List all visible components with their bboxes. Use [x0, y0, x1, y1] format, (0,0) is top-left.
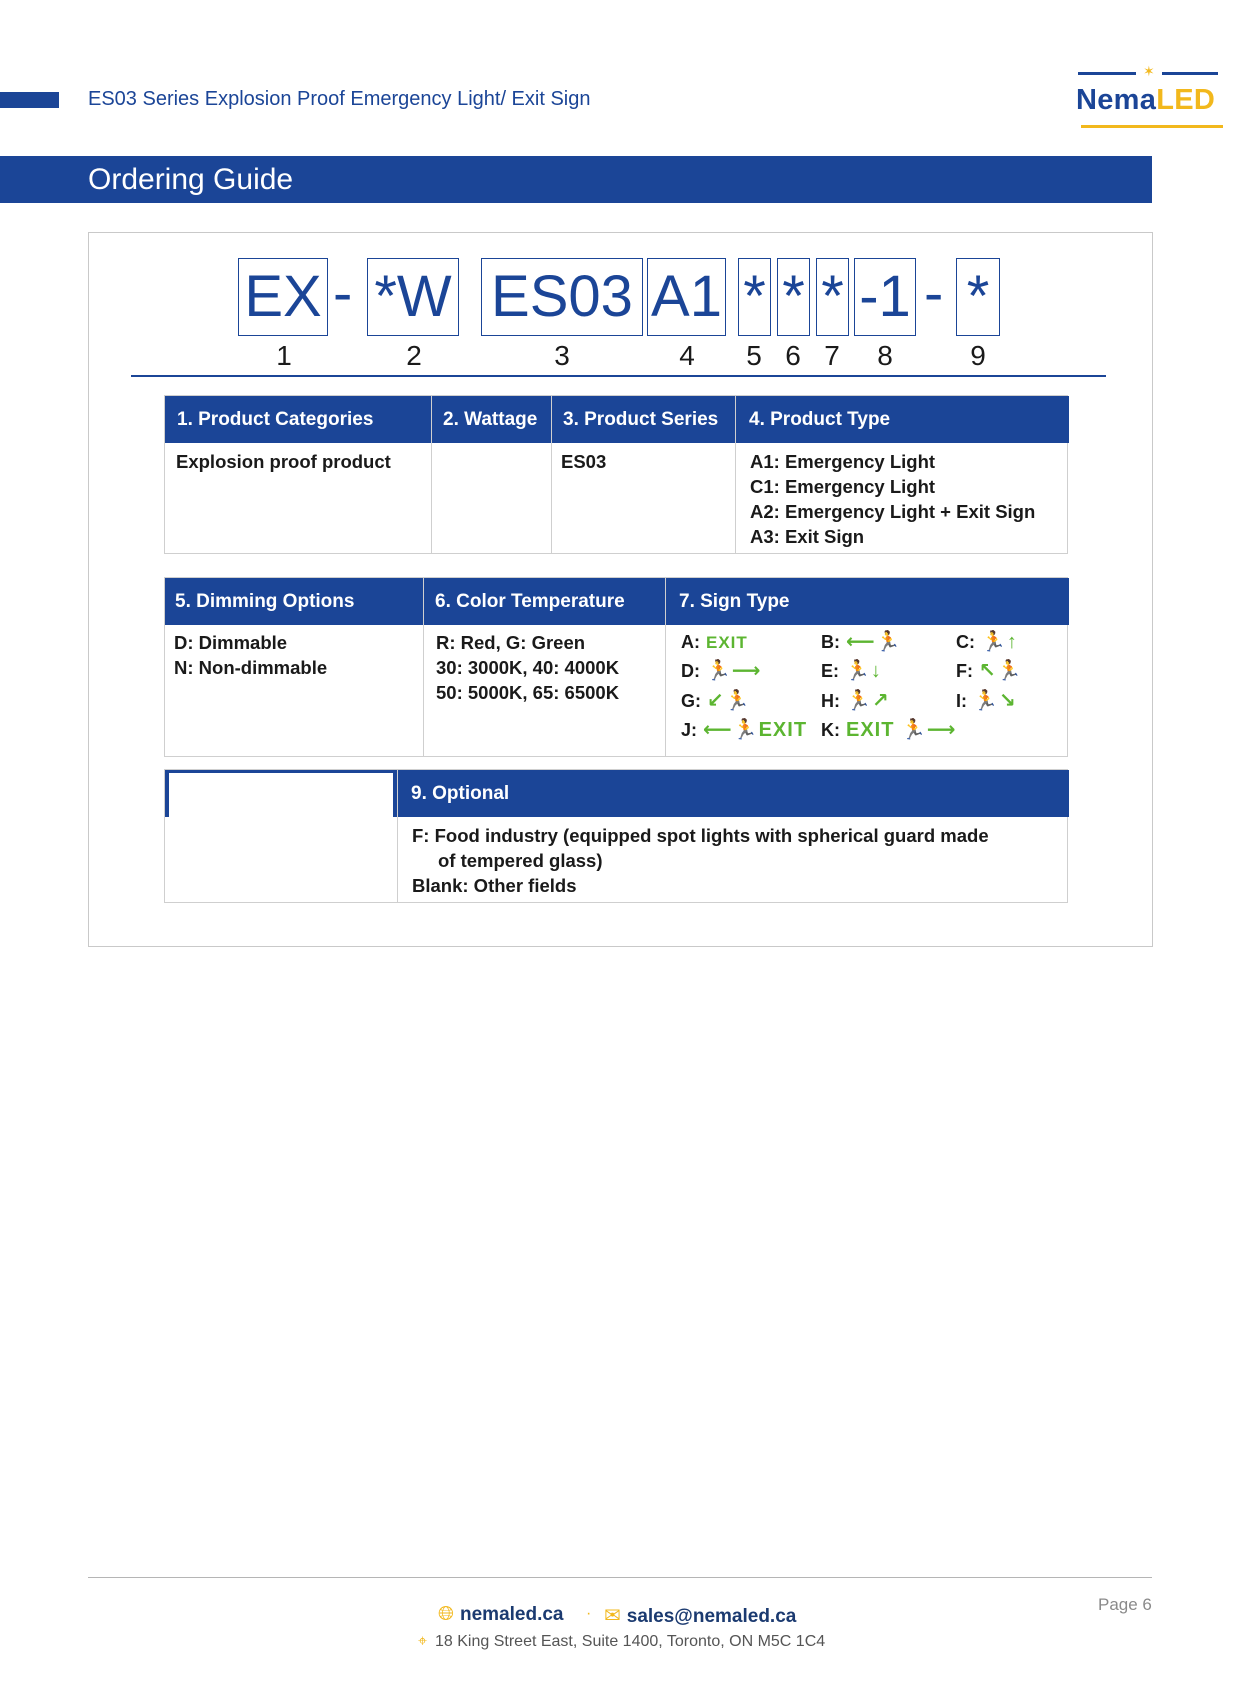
sign-label: F:: [956, 661, 973, 681]
sign-type-d: [681, 659, 762, 683]
sign-type-b: [821, 630, 902, 654]
globe-icon: 🌐︎: [438, 1603, 454, 1625]
cell-product-series: ES03: [561, 451, 607, 472]
sign-label: E:: [821, 661, 839, 681]
sign-label: J:: [681, 720, 698, 740]
code-position-6: 6: [785, 340, 801, 371]
code-position-9: 9: [970, 340, 986, 371]
cell-product-category: Explosion proof product: [176, 451, 391, 472]
code-box-6: *: [777, 258, 810, 336]
logo-line-right: [1162, 72, 1218, 75]
footer-divider: [88, 1577, 1152, 1578]
column-divider: [551, 396, 552, 553]
code-box-3: ES03: [481, 258, 643, 336]
cell-dimming-option: N: Non-dimmable: [174, 657, 328, 678]
cell-color-temperature: R: Red, G: Green: [436, 632, 586, 653]
maple-leaf-icon: ✶: [1143, 63, 1155, 79]
exit-up-left-arrow-icon: ↖🏃: [979, 660, 1023, 682]
sign-type-i: [956, 689, 1017, 713]
header-product-series: 3. Product Series: [563, 409, 719, 430]
code-box-1: EX: [238, 258, 328, 336]
logo-line-left: [1078, 72, 1136, 75]
options-table: [164, 577, 1068, 757]
address: [418, 1633, 825, 1651]
sign-type-k: [821, 718, 957, 742]
code-position-4: 4: [679, 340, 695, 371]
code-position-3: 3: [554, 340, 570, 371]
code-separator: -: [924, 261, 944, 326]
column-divider: [735, 396, 736, 553]
sign-type-g: [681, 689, 751, 713]
header-stub-edge: [165, 770, 169, 817]
header-color-temperature: 6. Color Temperature: [435, 591, 625, 612]
sign-type-h: [821, 689, 890, 713]
code-position-7: 7: [824, 340, 840, 371]
logo-underline: [1081, 125, 1223, 128]
sign-type-c: [956, 630, 1018, 654]
logo-led: LED: [1156, 84, 1216, 116]
section-title: Ordering Guide: [88, 163, 294, 196]
cell-color-temperature: 50: 5000K, 65: 6500K: [436, 682, 620, 703]
optional-table: [164, 769, 1068, 903]
page-number: Page 6: [1098, 1595, 1152, 1614]
code-position-8: 8: [877, 340, 893, 371]
exit-up-right-arrow-icon: 🏃↗: [846, 690, 890, 712]
website-text[interactable]: nemaled.ca: [460, 1604, 564, 1625]
sign-label: G:: [681, 691, 701, 711]
column-divider: [397, 770, 398, 902]
sign-type-f: [956, 659, 1023, 683]
exit-sign-icon: EXIT: [706, 633, 748, 652]
email-link[interactable]: [604, 1603, 796, 1628]
code-underline: [131, 375, 1106, 377]
header-optional: 9. Optional: [397, 770, 1069, 817]
header-dimming-options: 5. Dimming Options: [175, 591, 355, 612]
column-divider: [665, 578, 666, 756]
header-sign-type: 7. Sign Type: [679, 591, 790, 612]
exit-down-left-arrow-icon: ↙🏃: [707, 690, 751, 712]
header-stub-top: [165, 770, 397, 773]
nemaled-logo: [1070, 62, 1220, 132]
code-position-1: 1: [276, 340, 292, 371]
header-product-type: 4. Product Type: [749, 409, 891, 430]
footer-separator: ·: [586, 1605, 592, 1622]
code-box-8: -1: [854, 258, 916, 336]
code-box-4: A1: [647, 258, 726, 336]
sign-label: D:: [681, 661, 700, 681]
cell-optional: of tempered glass): [438, 850, 603, 871]
sign-label: C:: [956, 632, 975, 652]
product-table: [164, 395, 1068, 554]
cell-product-type: A1: Emergency Light: [750, 451, 936, 472]
code-separator: -: [333, 261, 353, 326]
sign-label: A:: [681, 632, 700, 652]
code-box-5: *: [738, 258, 771, 336]
cell-product-type: C1: Emergency Light: [750, 476, 936, 497]
exit-left-arrow-icon: ⟵🏃: [846, 631, 902, 653]
cell-optional: F: Food industry (equipped spot lights with spherical guard made: [412, 825, 989, 846]
sign-label: B:: [821, 632, 840, 652]
sign-type-j: [681, 718, 807, 742]
exit-right-arrow-icon: 🏃⟶: [706, 660, 762, 682]
mail-icon: ✉: [604, 1605, 621, 1627]
document-title: ES03 Series Explosion Proof Emergency Light/ Exit Sign: [88, 88, 591, 110]
cell-optional: Blank: Other fields: [412, 875, 577, 896]
exit-text-right-arrow-icon: EXIT 🏃⟶: [846, 719, 957, 741]
email-text[interactable]: sales@nemaled.ca: [626, 1606, 797, 1627]
column-divider: [423, 578, 424, 756]
cell-dimming-option: D: Dimmable: [174, 632, 288, 653]
website-link[interactable]: [438, 1603, 564, 1626]
header-product-categories: 1. Product Categories: [177, 409, 374, 430]
cell-product-type: A2: Emergency Light + Exit Sign: [750, 501, 1036, 522]
sign-label: I:: [956, 691, 967, 711]
address-text: 18 King Street East, Suite 1400, Toronto, ON M5C 1C4: [435, 1633, 826, 1650]
exit-down-right-arrow-icon: 🏃↘: [973, 690, 1017, 712]
location-pin-icon: ⌖: [418, 1633, 428, 1650]
exit-left-arrow-text-icon: ⟵🏃EXIT: [703, 719, 808, 741]
code-box-7: *: [816, 258, 849, 336]
code-position-5: 5: [746, 340, 762, 371]
sign-type-e: [821, 659, 882, 683]
sign-label: H:: [821, 691, 840, 711]
logo-wordmark: [1076, 84, 1215, 117]
code-box-2: *W: [367, 258, 459, 336]
exit-down-arrow-icon: 🏃↓: [845, 660, 882, 682]
code-box-9: *: [956, 258, 1000, 336]
header-wattage: 2. Wattage: [443, 409, 538, 430]
sign-type-a: [681, 630, 748, 655]
cell-product-type: A3: Exit Sign: [750, 526, 865, 547]
exit-up-arrow-icon: 🏃↑: [981, 631, 1018, 653]
logo-nema: Nema: [1076, 84, 1157, 116]
code-position-2: 2: [406, 340, 422, 371]
cell-color-temperature: 30: 3000K, 40: 4000K: [436, 657, 620, 678]
column-divider: [431, 396, 432, 553]
sign-label: K:: [821, 720, 840, 740]
header-accent-bar: [0, 92, 59, 108]
